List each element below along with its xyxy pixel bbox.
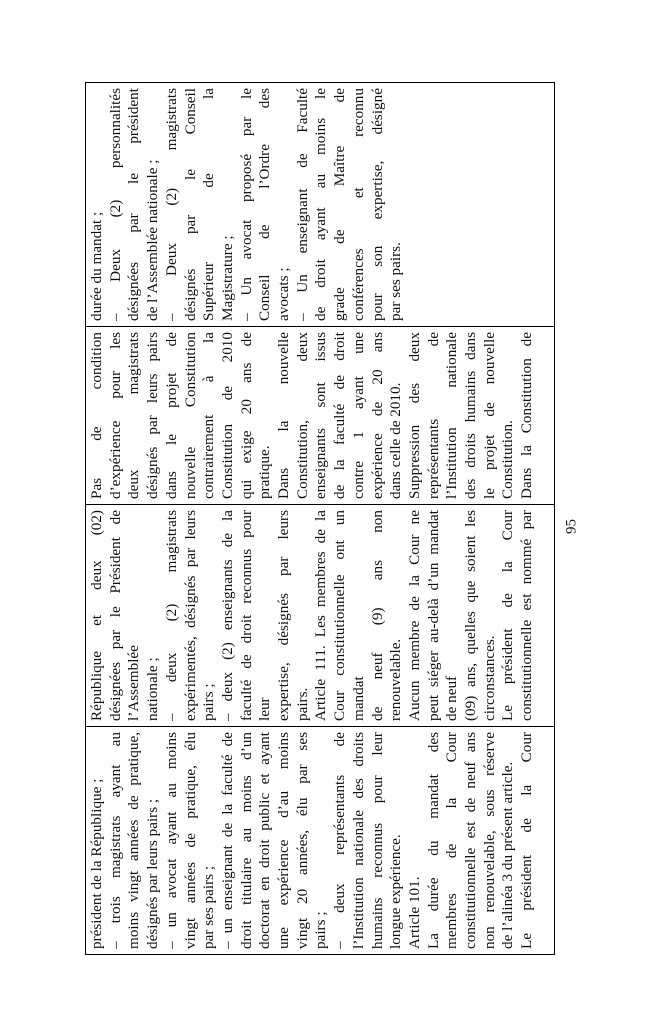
text-line: conférences et reconnu	[349, 88, 367, 321]
text-line: Aucun membre de la Cour ne	[405, 510, 423, 721]
text-line: La durée du mandat des	[424, 732, 442, 949]
table-row	[86, 83, 555, 955]
text-line: Magistrature ;	[218, 235, 236, 321]
text-line: Dans la nouvelle	[275, 332, 293, 499]
text-line: grade de Maître de	[331, 88, 349, 321]
text-line: Article 101.	[405, 876, 423, 949]
text-line: par ses pairs ;	[200, 865, 218, 949]
text-line: Article 111. Les membres de la	[312, 510, 330, 721]
text-line: désignés par leurs pairs	[144, 332, 162, 499]
text-line: – Deux (2) magistrats	[162, 88, 180, 321]
text-line: constitutionnelle est de neuf ans	[462, 732, 480, 949]
text-line: pairs.	[293, 687, 311, 721]
text-line: non renouvelable, sous réserve	[480, 732, 498, 949]
text-line: dans celle de 2010.	[387, 382, 405, 499]
text-line: de neuf (9) ans non	[368, 510, 386, 721]
text-line: l’Institution nationale	[443, 332, 461, 499]
text-line: nouvelle Constitution	[181, 332, 199, 499]
text-line: expertise, désignés par leurs	[275, 510, 293, 721]
text-line: doctorat en droit public et ayant	[256, 732, 274, 949]
table-cell-col2	[86, 505, 555, 727]
comparison-table	[85, 82, 555, 955]
text-line: membres de la Cour	[443, 732, 461, 949]
text-line: une expérience d’au moins	[275, 732, 293, 949]
text-line: pratique.	[256, 445, 274, 499]
text-line: dans le projet de	[162, 332, 180, 499]
text-line: pour son expertise, désigné	[368, 88, 386, 321]
text-line: Pas de condition	[88, 332, 105, 499]
page-number: 95	[563, 519, 580, 534]
text-line: expérience de 20 ans	[368, 332, 386, 499]
text-line: président de la République ;	[88, 778, 105, 949]
text-line: nationale ;	[144, 657, 162, 721]
text-line: (09) ans, quelles que soient les	[462, 510, 480, 721]
text-line: droit titulaire au moins d’un	[237, 732, 255, 949]
text-line: représentants de	[424, 332, 442, 499]
text-line: désignées par le Président de	[106, 510, 124, 721]
text-line: circonstances.	[480, 635, 498, 721]
text-line: faculté de droit reconnus pour	[237, 510, 255, 721]
text-line: désignées par le président	[125, 88, 143, 321]
table-cell-col4	[86, 83, 555, 327]
text-line: – Deux (2) personnalités	[106, 88, 124, 321]
text-line: par ses pairs.	[387, 242, 405, 321]
text-line: – Un enseignant de Faculté	[293, 88, 311, 321]
text-line: contre 1 ayant une	[349, 332, 367, 499]
text-line: qui exige 20 ans de	[237, 332, 255, 499]
text-line: Suppression des deux	[405, 332, 423, 499]
text-line: de droit ayant au moins le	[312, 88, 330, 321]
text-line: – un enseignant de la faculté de	[218, 732, 236, 949]
text-line: Le président de la Cour	[518, 732, 536, 949]
text-line: – un avocat ayant au moins	[162, 732, 180, 949]
text-line: renouvelable.	[387, 638, 405, 721]
text-line: deux magistrats	[125, 332, 143, 499]
text-line: Constitution, deux	[293, 332, 311, 499]
text-line: humains reconnus pour leur	[368, 732, 386, 949]
text-line: Supérieur de la	[200, 88, 218, 321]
text-line: durée du mandat ;	[88, 211, 105, 321]
table-cell-col3	[86, 327, 555, 505]
text-line: le projet de nouvelle	[480, 332, 498, 499]
text-line: vingt 20 années, élu par ses	[293, 732, 311, 949]
text-line: désignés par leurs pairs ;	[144, 798, 162, 949]
rotated-comparison-table	[85, 83, 555, 955]
text-line: avocats ;	[275, 267, 293, 321]
text-line: – deux (2) magistrats	[162, 510, 180, 721]
text-line: Constitution.	[499, 420, 517, 499]
text-line: l’Institution nationale des droits	[349, 732, 367, 949]
text-line: – Un avocat proposé par le	[237, 88, 255, 321]
text-line: vingt années de pratique, élu	[181, 732, 199, 949]
text-line: expérimentés, désignés par leurs	[181, 510, 199, 721]
text-line: mandat	[349, 676, 367, 721]
text-line: Constitution de 2010	[218, 332, 236, 499]
text-line: moins vingt années de pratique,	[125, 732, 143, 949]
text-line: Cour constitutionnelle ont un	[331, 510, 349, 721]
text-line: peut siéger au-delà d’un mandat	[424, 510, 442, 721]
text-line: désignés par le Conseil	[181, 88, 199, 321]
text-line: Dans la Constitution de	[518, 332, 536, 499]
text-line: – deux (2) enseignants de la	[218, 510, 236, 721]
text-line: des droits humains dans	[462, 332, 480, 499]
text-line: Le président de la Cour	[499, 510, 517, 721]
text-line: leur	[256, 697, 274, 721]
text-line: constitutionnelle est nommé par	[518, 510, 536, 721]
text-line: contrairement à la	[200, 332, 218, 499]
text-line: de l’Assemblée nationale ;	[144, 159, 162, 321]
text-line: de neuf	[443, 675, 461, 721]
text-line: enseignants sont issus	[312, 332, 330, 499]
text-line: pairs ;	[200, 683, 218, 721]
text-line: – deux représentants de	[331, 732, 349, 949]
text-line: de la faculté de droit	[331, 332, 349, 499]
text-line: Conseil de l’Ordre des	[256, 88, 274, 321]
text-line: longue expérience.	[387, 834, 405, 949]
table-cell-col1	[86, 727, 555, 955]
text-line: pairs ;	[312, 911, 330, 949]
text-line: l’Assemblée	[125, 645, 143, 721]
text-line: d’expérience pour les	[106, 332, 124, 499]
text-line: République et deux (02)	[88, 510, 105, 721]
text-line: – trois magistrats ayant au	[106, 732, 124, 949]
text-line: de l’alinéa 3 du présent article.	[499, 761, 517, 949]
